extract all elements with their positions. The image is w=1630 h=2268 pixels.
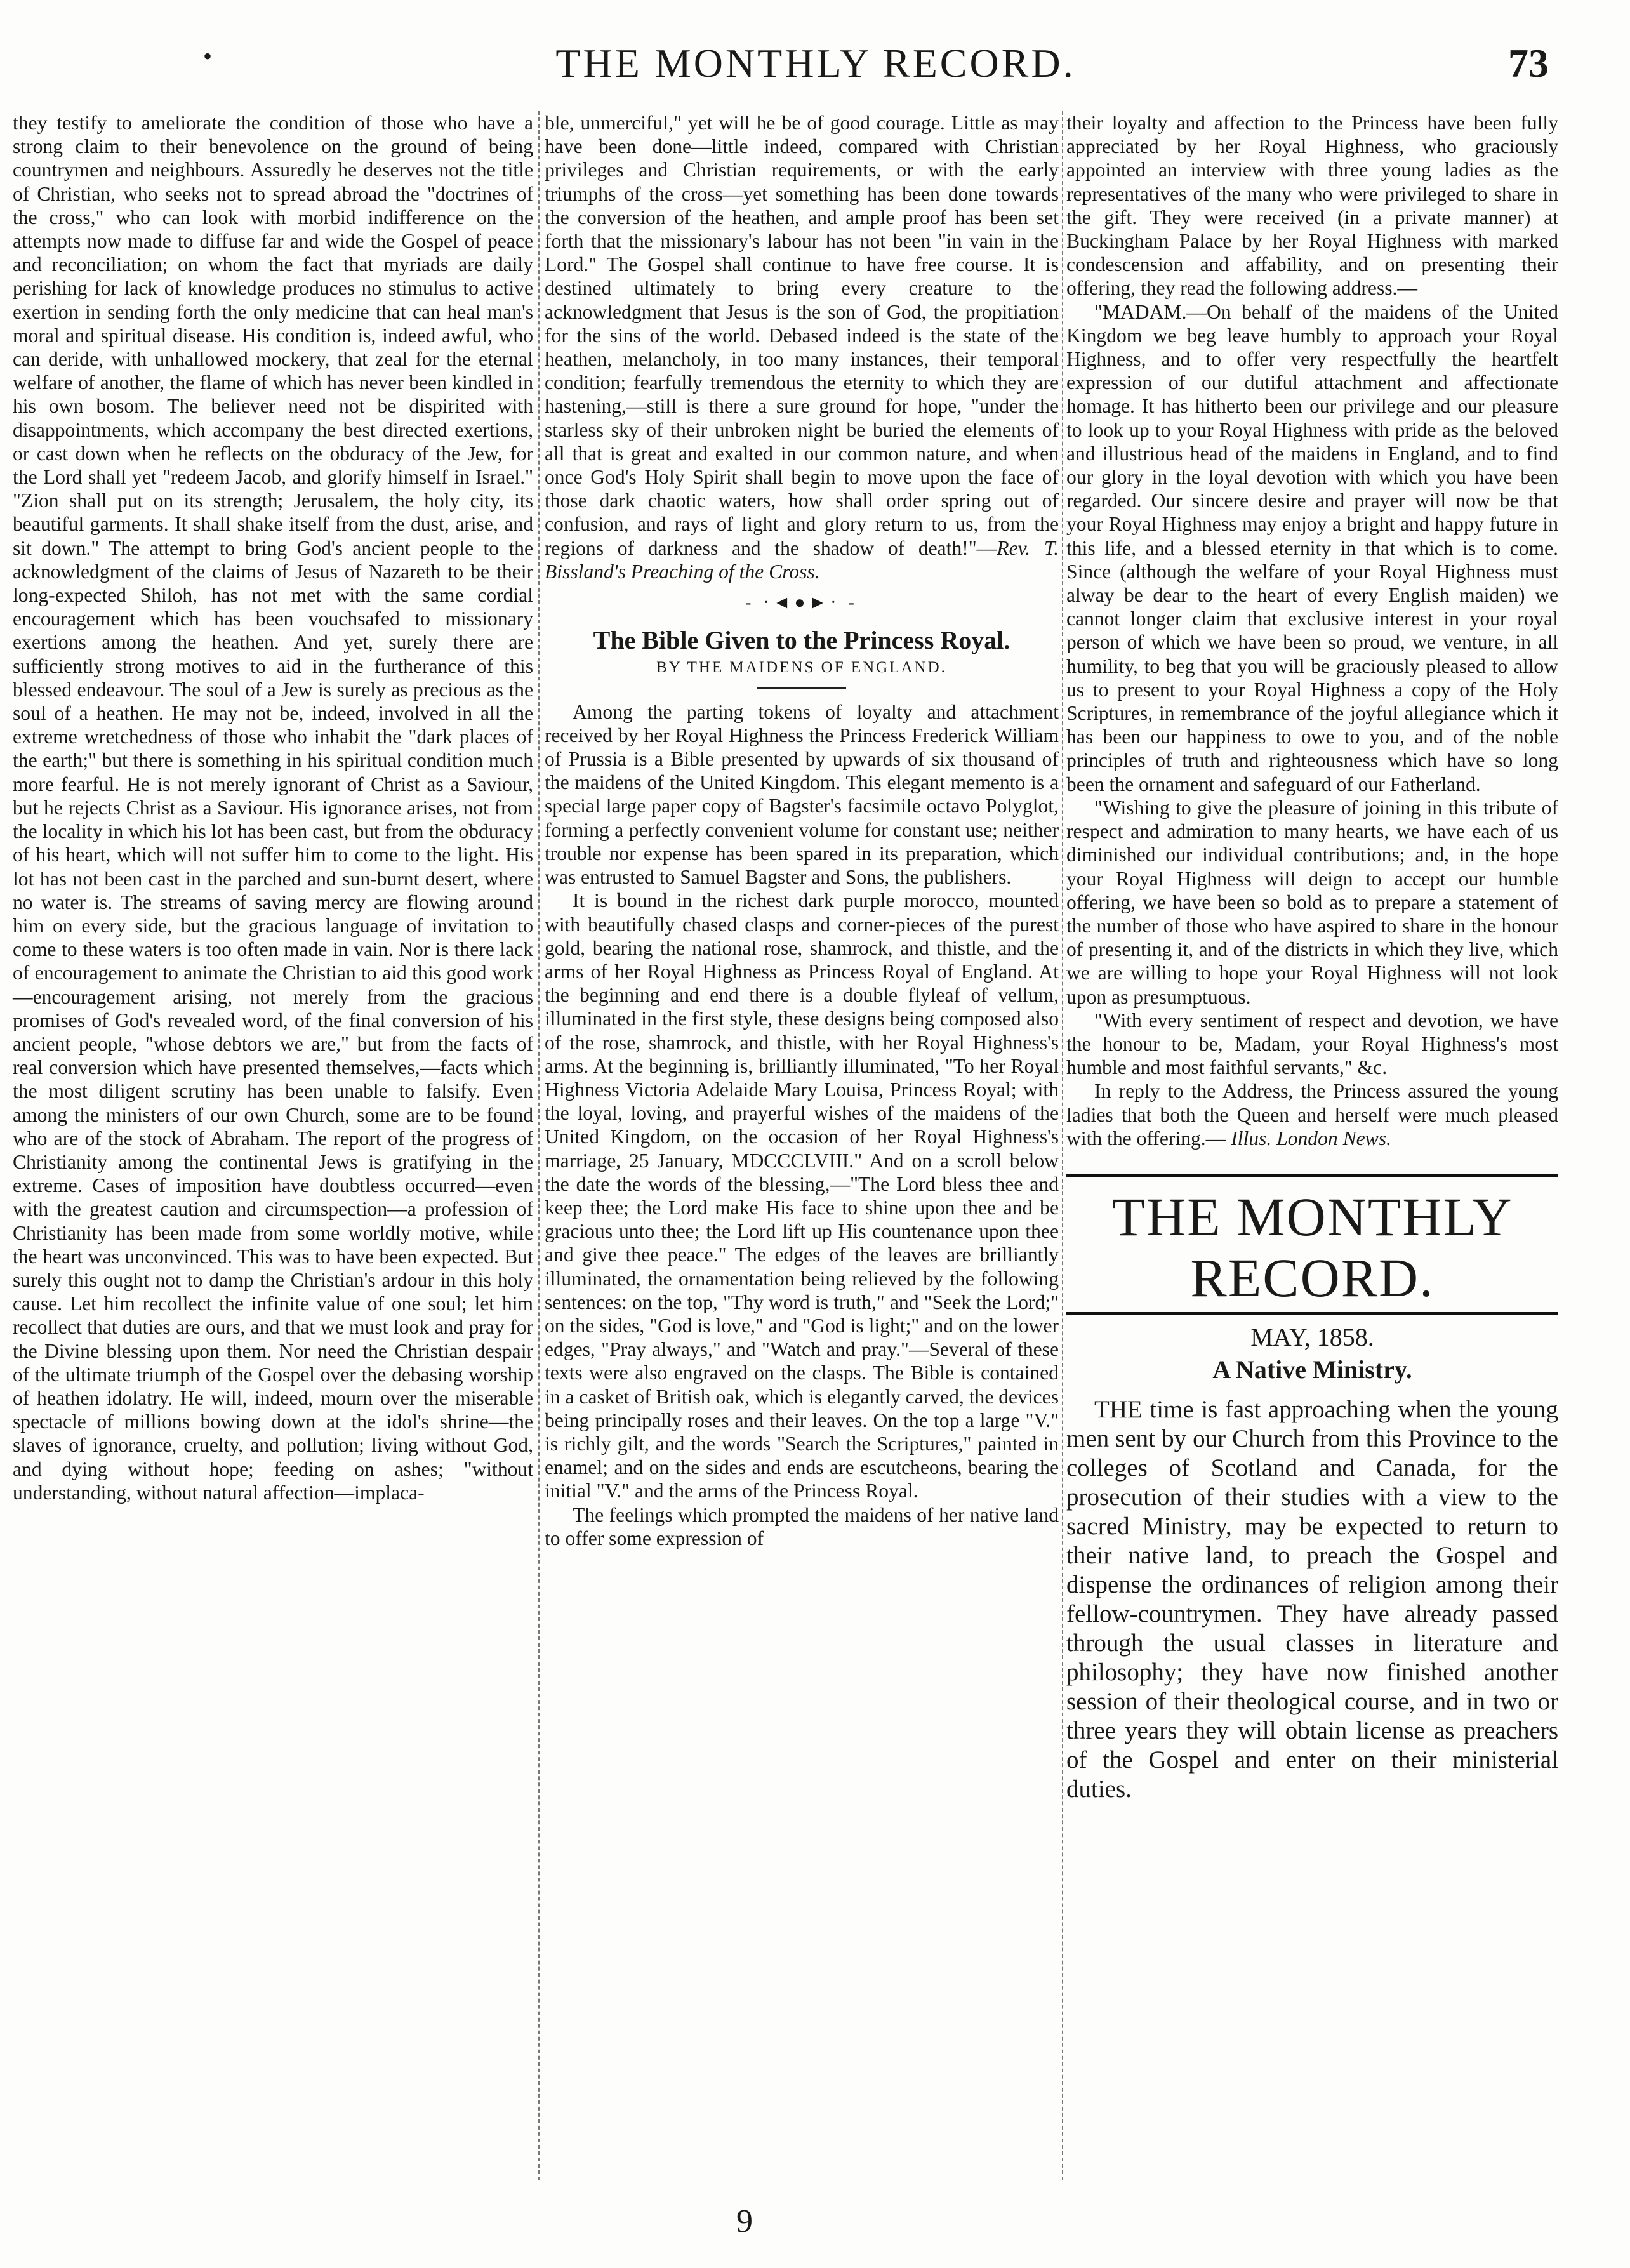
article-byline: BY THE MAIDENS OF ENGLAND. [656, 659, 947, 677]
title-rule [757, 687, 846, 689]
column-1 [13, 111, 533, 1504]
issue-date: MAY, 1858. [1250, 1322, 1374, 1351]
body-paragraph: their loyalty and affection to the Princess have been fully appreciated by her Royal Highness, who graciously appointed an interview with three young ladies as the representatives of the many who were privileged to share in the gift. They were received (in a private manner) at Buckingham Palace by her Royal Highness with marked condescension and affability, and on presenting their offering, they read the following address.— [1066, 112, 1558, 300]
column-2 [545, 111, 1059, 1550]
sermon-attribution: Rev. T. Bissland's Preaching of the Cross. [545, 536, 1059, 583]
page-number: 73 [1508, 41, 1549, 86]
column-divider [538, 111, 540, 2180]
ornament-divider: - ·◄●►· - [745, 593, 858, 613]
article-title: The Bible Given to the Princess Royal. [593, 626, 1010, 655]
body-paragraph: The feelings which prompted the maidens of her native land to offer some expression of [545, 1503, 1059, 1549]
body-paragraph: Among the parting tokens of loyalty and attachment received by her Royal Highness the Princess Frederick William of Prussia is a Bible presented by upwards of six thousand of the maidens of the United Kingdom. This elegant memento is a special large paper copy of Bagster's facsimile octavo Polyglot, forming a perfectly convenient volume for constant use; neither trouble nor expense has been spared in its preparation, which was entrusted to Samuel Bagster and Sons, the publishers. [545, 700, 1059, 889]
body-paragraph: "Wishing to give the pleasure of joining in this tribute of respect and admiration to many hearts, we have each of us diminished our individual contributions; and, in the hope your Royal Highness will deign to accept our humble offering, we have been so bold as to prepare a statement of the number of those who have aspired to share in the honour of presenting it, and of the districts in which they live, which we are willing to hope your Royal Highness will not look upon as presumptuous. [1066, 796, 1558, 1008]
lead-paragraph: ble, unmerciful," yet will he be of good courage. Little as may have been done—little indeed, compared with Christian privileges and Christian requirements, or with the early triumphs of the cross—yet something has been done towards the conversion of the heathen, and ample proof has been set forth that the missionary's labour has not been "in vain in the Lord." The Gospel shall continue to have free course. It is destined ultimately to bring every creature to the acknowledgment that Jesus is the son of God, the propitiation for the sins of the world. Debased indeed is the state of the heathen, melancholy, in too many instances, their temporal condition; fearfully tremendous the eternity to which they are hastening,—still is there a sure ground for hope, "under the starless sky of their unbroken night be buried the elements of all that is great and exalted in our common nature, and when once God's Holy Spirit shall begin to move upon the face of those dark chaotic waters, how shall order spring out of confusion, and rays of light and glory return to us, from the regions of darkness and the shadow of death!"— [545, 112, 1059, 559]
body-paragraph: It is bound in the richest dark purple morocco, mounted with beautifully chased clasps and corner-pieces of the purest gold, bearing the national rose, shamrock, and thistle, and the arms of her Royal Highness as Princess Royal of England. At the beginning and end there is a double flyleaf of vellum, illuminated in the first style, these designs being composed also of the rose, shamrock, and thistle, with her Royal Highness's arms. At the beginning is, brilliantly illuminated, "To her Royal Highness Victoria Adelaide Mary Louisa, Princess Royal; with the loyal, loving, and prayerful wishes of the maidens of the United Kingdom, on the occasion of her Royal Highness's marriage, 25 January, MDCCCLVIII." And on a scroll below the date the words of the blessing,—"The Lord bless thee and keep thee; the Lord make His face to shine upon thee and be gracious unto thee; the Lord lift up His countenance upon thee and give thee peace." The edges of the leaves are brilliantly illuminated, the ornamentation being relieved by the following sentences: on the top, "Thy word is truth," and "Seek the Lord;" on the sides, "God is love," and "God is light;" and on the lower edges, "Pray always," and "Watch and pray."—Several of these texts were also engraved on the clasps. The Bible is contained in a casket of British oak, which is elegantly carved, the devices being principally roses and their leaves. On the top a large "V." is richly gilt, and the words "Search the Scriptures," painted in enamel; and on the sides and ends are escutcheons, bearing the initial "V." and the arms of the Princess Royal. [545, 889, 1059, 1502]
body-paragraph: THE time is fast approaching when the young men sent by our Church from this Province to the colleges of Scotland and Canada, for the prosecution of their studies with a view to the sacred Ministry, may be expected to return to their native land, to preach the Gospel and dispense the ordinances of religion among their fellow-countrymen. They have already passed through the usual classes in literature and philosophy; they have now finished another session of their theological course, and in two or three years they will obtain license as preachers of the Gospel and enter on their ministerial duties. [1066, 1396, 1558, 1803]
body-paragraph [545, 111, 1059, 583]
news-attribution: Illus. London News. [1231, 1127, 1391, 1150]
section-title: A Native Ministry. [1212, 1355, 1412, 1384]
body-paragraph: "MADAM.—On behalf of the maidens of the United Kingdom we beg leave humbly to approach your Royal Highness, and to offer very respectfully the heartfelt expression of our dutiful attachment and affectionate homage. It has hitherto been our privilege and our pleasure to look up to your Royal Highness with pride as the beloved and illustrious head of the maidens in England, and to find our glory in the loyal devotion with which you have been regarded. Our sincere desire and prayer will now be that your Royal Highness may enjoy a bright and happy future in this life, and a blessed eternity in that which is to come. Since (although the welfare of your Royal Highness must alway be dear to the heart of every English maiden) we cannot longer claim that exclusive interest in your royal person of which we have been so proud, we venture, in all humility, to beg that you will be graciously pleased to allow us to present to your Royal Highness a copy of the Holy Scriptures, in remembrance of the joyful allegiance which it has been our happiness to owe to you, and of the noble principles of truth and righteousness which have so long been the ornament and safeguard of our Fatherland. [1066, 300, 1558, 795]
signature-mark: 9 [736, 2203, 753, 2239]
head-mark: • [203, 42, 213, 70]
reply-paragraph: In reply to the Address, the Princess assured the young ladies that both the Queen and herself were much pleased with the offering.— [1066, 1080, 1558, 1150]
body-paragraph [1066, 1079, 1558, 1150]
column-3 [1066, 111, 1558, 1804]
column-divider [1062, 111, 1063, 2180]
running-head-title: THE MONTHLY RECORD. [555, 41, 1076, 86]
body-paragraph: "With every sentiment of respect and devotion, we have the honour to be, Madam, your Royal Highness's most humble and most faithful servants," &c. [1066, 1009, 1558, 1079]
body-paragraph: they testify to ameliorate the condition of those who have a strong claim to their benevolence on the ground of being countrymen and neighbours. Assuredly he deserves not the title of Christian, who seeks not to spread abroad the "doctrines of the cross," who can look with morbid indifference on the attempts now made to diffuse far and wide the Gospel of peace and reconciliation; on whom the fact that myriads are daily perishing for lack of knowledge produces no stimulus to active exertion in sending forth the only medicine that can heal man's moral and spiritual disease. His condition is, indeed awful, who can deride, with unhallowed mockery, that zeal for the eternal welfare of another, the flame of which has never been kindled in his own bosom. The believer need not be dispirited with disappointments, which accompany the best directed exertions, or cast down when he reflects on the obduracy of the Jew, for the Lord shall yet "redeem Jacob, and glorify himself in Israel." "Zion shall put on its strength; Jerusalem, the holy city, its beautiful garments. It shall shake itself from the dust, arise, and sit down." The attempt to bring God's ancient people to the acknowledgment of the claims of Jesus of Nazareth to be their long-expected Shiloh, has not met with the same cordial encouragement which has been vouchsafed to missionary exertions among the heathen. And yet, surely there are sufficiently strong motives to aid in the furtherance of this blessed endeavour. The soul of a Jew is surely as precious as the soul of a heathen. He may not be, indeed, involved in all the extreme wretchedness of those who inhabit the "dark places of the earth;" but there is something in his spiritual condition much more fearful. He is not merely ignorant of Christ as a Saviour, but he rejects Christ as a Saviour. His ignorance arises, not from the locality in which his lot has been cast, but from the obduracy of his heart, which will not suffer him to come to the light. His lot has not been cast in the parched and sun-burnt desert, where no water is. The streams of saving mercy are flowing around him on every side, but the gracious language of invitation to come to these waters is too often made in vain. Nor is there lack of encouragement to animate the Christian to aid this good work—encouragement arising, not merely from the gracious promises of God's revealed word, of the final conversion of his ancient people, "whose debtors we are," but from the facts of real conversion which have presented themselves,—facts which the most diligent scrutiny has been unable to falsify. Even among the ministers of our own Church, some are to be found who are of the stock of Abraham. The report of the progress of Christianity among the continental Jews is gratifying in the extreme. Cases of imposition have doubtless occurred—even with the greatest caution and circumspection—a profession of Christianity has been made from some worldly motive, while the heart was unconvinced. This was to have been expected. But surely this ought not to damp the Christian's ardour in this holy cause. Let him recollect the infinite value of one soul; let him recollect that duties are ours, and that we must look and pray for the Divine blessing upon them. Nor need the Christian despair of the ultimate triumph of the Gospel over the debasing worship of heathen idolatry. He will, indeed, mourn over the miserable spectacle of millions bowing down at the idol's shrine—the slaves of ignorance, cruelty, and pollution; living without God, and dying without hope; feeding on ashes; "without understanding, without natural affection—implaca- [13, 112, 533, 1504]
masthead: THE MONTHLY RECORD. [1066, 1174, 1558, 1315]
running-head [76, 35, 1555, 98]
